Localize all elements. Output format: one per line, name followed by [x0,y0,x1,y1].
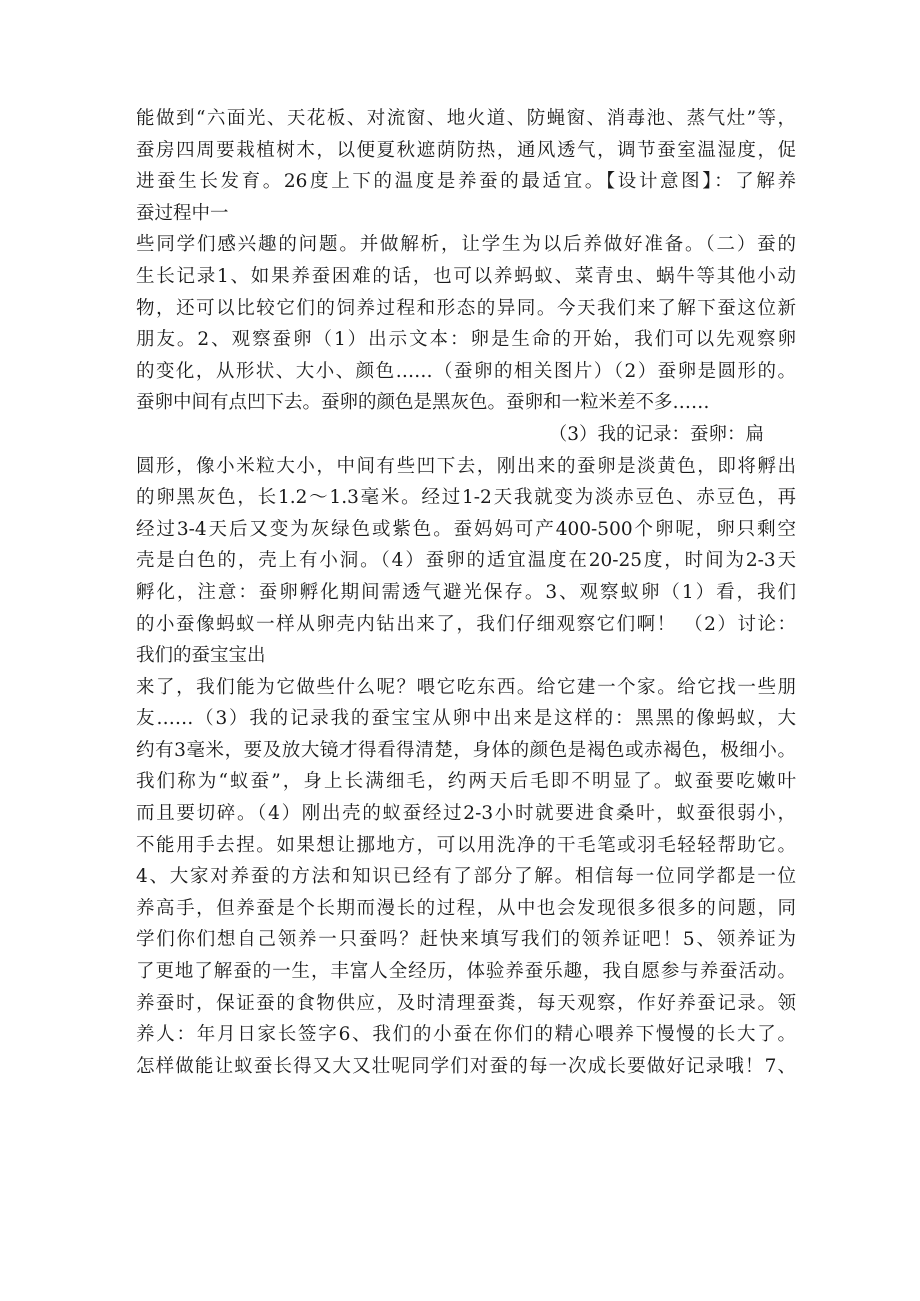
text-line: 我们称为“蚁蚕”，身上长满细毛，约两天后毛即不明显了。蚁蚕要吃嫩叶 [136,771,796,793]
text-line: 4、大家对养蚕的方法和知识已经有了部分了解。相信每一位同学都是一位 [136,866,796,888]
text-line: 约有3毫米，要及放大镜才得看得清楚，身体的颜色是褐色或赤褐色，极细小。 [136,739,796,761]
text-line: 来了，我们能为它做些什么呢？喂它吃东西。给它建一个家。给它找一些朋 [136,676,796,698]
text-line: 怎样做能让蚁蚕长得又大又壮呢同学们对蚕的每一次成长要做好记录哦！7、 [136,1055,796,1077]
text-line: 养蚕时，保证蚕的食物供应，及时清理蚕粪，每天观察，作好养蚕记录。领 [136,992,796,1014]
text-line: 孵化，注意：蚕卵孵化期间需透气避光保存。3、观察蚁卵（1）看，我们 [136,581,796,603]
text-line: 能做到“六面光、天花板、对流窗、地火道、防蝇窗、消毒池、蒸气灶”等， [136,108,796,129]
text-line: 养人：年月日家长签字6、我们的小蚕在你们的精心喂养下慢慢的长大了。 [136,1024,796,1046]
text-line: 而且要切碎。（4）刚出壳的蚁蚕经过2-3小时就要进食桑叶，蚁蚕很弱小， [136,803,796,825]
text-line: 的变化，从形状、大小、颜色……（蚕卵的相关图片）（2）蚕卵是圆形的。 [136,360,796,382]
text-line: 蚕过程中一 [136,202,229,224]
text-line: 圆形，像小米粒大小，中间有些凹下去，刚出来的蚕卵是淡黄色，即将孵出 [136,455,796,477]
text-line: 我们的蚕宝宝出 [136,645,266,667]
text-line: 物，还可以比较它们的饲养过程和形态的异同。今天我们来了解下蚕这位新 [136,297,796,319]
text-line: 的卵黑灰色，长1.2～1.3毫米。经过1-2天我就变为淡赤豆色、赤豆色，再 [136,487,796,509]
text-line: 壳是白色的，壳上有小洞。（4）蚕卵的适宜温度在20-25度，时间为2-3天 [136,550,796,572]
text-line: 养高手，但养蚕是个长期而漫长的过程，从中也会发现很多很多的问题，同 [136,897,796,919]
text-line: 了更地了解蚕的一生，丰富人全经历，体验养蚕乐趣，我自愿参与养蚕活动。 [136,961,796,983]
text-line: 些同学们感兴趣的问题。并做解析，让学生为以后养做好准备。（二）蚕的 [136,234,796,256]
text-line: 学们你们想自己领养一只蚕吗？赶快来填写我们的领养证吧！5、领养证为 [136,929,796,951]
document-body [136,103,796,1082]
text-line: 生长记录1、如果养蚕困难的话，也可以养蚂蚁、菜青虫、蜗牛等其他小动 [136,265,796,287]
text-line: 的小蚕像蚂蚁一样从卵壳内钻出来了，我们仔细观察它们啊！ （2）讨论： [136,613,796,635]
text-line: 进蚕生长发育。26度上下的温度是养蚕的最适宜。【设计意图】：了解养 [136,171,796,193]
text-line: 蚕卵中间有点凹下去。蚕卵的颜色是黑灰色。蚕卵和一粒米差不多…… [136,392,710,414]
text-line: （3）我的记录：蚕卵：扁 [548,423,764,445]
text-line: 经过3-4天后又变为灰绿色或紫色。蚕妈妈可产400-500个卵呢，卵只剩空 [136,518,796,540]
text-line: 蚕房四周要栽植树木，以便夏秋遮荫防热，通风透气，调节蚕室温湿度，促 [136,139,796,161]
text-line: 友……（3）我的记录我的蚕宝宝从卵中出来是这样的：黑黑的像蚂蚁，大 [136,708,796,730]
text-line: 不能用手去捏。如果想让挪地方，可以用洗净的干毛笔或羽毛轻轻帮助它。 [136,834,796,856]
text-line: 朋友。2、观察蚕卵（1）出示文本：卵是生命的开始，我们可以先观察卵 [136,329,796,351]
